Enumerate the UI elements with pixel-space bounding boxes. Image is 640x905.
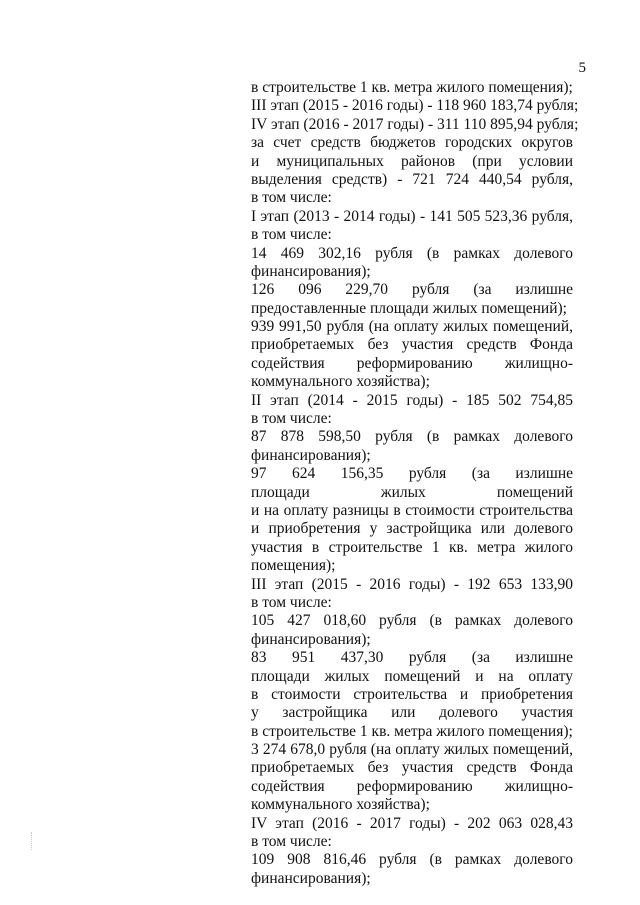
- text-line: приобретаемых без участия средств Фонда: [251, 759, 573, 777]
- text-line: в том числе:: [251, 226, 332, 244]
- text-line: предоставленные площади жилых помещений);: [251, 299, 567, 317]
- text-line: коммунального хозяйства);: [251, 373, 430, 391]
- text-line: 87 878 598,50 рубля (в рамках долевого: [251, 428, 573, 446]
- text-line: в строительстве 1 кв. метра жилого помещения);: [251, 722, 573, 740]
- page-number: 5: [578, 60, 586, 76]
- text-line: коммунального хозяйства);: [251, 796, 430, 814]
- text-line: содействия реформированию жилищно-: [251, 777, 573, 795]
- text-line: за счет средств бюджетов городских округов: [251, 134, 573, 152]
- text-line: в том числе:: [251, 410, 332, 428]
- text-line: выделения средств) - 721 724 440,54 рубля,: [251, 170, 573, 188]
- text-line: площади жилых помещений и на оплату: [251, 667, 573, 685]
- text-line: 105 427 018,60 рубля (в рамках долевого: [251, 612, 573, 630]
- text-line: 939 991,50 рубля (на оплату жилых помещений,: [251, 318, 573, 336]
- text-line: I этап (2013 - 2014 годы) - 141 505 523,36 рубля,: [251, 207, 573, 225]
- text-line: у застройщика или долевого участия: [251, 704, 573, 722]
- text-line: финансирования);: [251, 446, 371, 464]
- text-line: приобретаемых без участия средств Фонда: [251, 336, 573, 354]
- text-line: 109 908 816,46 рубля (в рамках долевого: [251, 851, 573, 869]
- text-line: и приобретения у застройщика или долевого: [251, 520, 573, 538]
- text-line: в стоимости строительства и приобретения: [251, 685, 573, 703]
- text-line: финансирования);: [251, 869, 371, 887]
- text-line: IV этап (2016 - 2017 годы) - 202 063 028,43: [251, 814, 573, 832]
- text-line: 97 624 156,35 рубля (за излишне: [251, 465, 573, 483]
- text-line: в том числе:: [251, 189, 332, 207]
- text-line: финансирования);: [251, 262, 371, 280]
- text-line: II этап (2014 - 2015 годы) - 185 502 754,85: [251, 391, 573, 409]
- text-line: и на оплату разницы в стоимости строительства: [251, 501, 573, 519]
- text-line: содействия реформированию жилищно-: [251, 354, 573, 372]
- text-line: III этап (2015 - 2016 годы) - 118 960 183,74 рубля;: [251, 97, 579, 115]
- text-line: в том числе:: [251, 833, 332, 851]
- scan-margin-mark: [31, 832, 32, 850]
- text-line: III этап (2015 - 2016 годы) - 192 653 133,90: [251, 575, 573, 593]
- text-line: и муниципальных районов (при условии: [251, 152, 573, 170]
- text-line: в том числе:: [251, 593, 332, 611]
- text-line: 3 274 678,0 рубля (на оплату жилых помещений,: [251, 741, 573, 759]
- text-line: IV этап (2016 - 2017 годы) - 311 110 895,94 рубля;: [251, 115, 579, 133]
- text-line: площади жилых помещений: [251, 483, 573, 501]
- text-line: 126 096 229,70 рубля (за излишне: [251, 281, 573, 299]
- text-line: помещения);: [251, 557, 336, 575]
- text-line: 14 469 302,16 рубля (в рамках долевого: [251, 244, 573, 262]
- text-line: в строительстве 1 кв. метра жилого помещения);: [251, 79, 573, 96]
- document-body: [251, 79, 579, 888]
- text-line: финансирования);: [251, 630, 371, 648]
- text-line: участия в строительстве 1 кв. метра жилого: [251, 538, 573, 556]
- text-line: 83 951 437,30 рубля (за излишне: [251, 649, 573, 667]
